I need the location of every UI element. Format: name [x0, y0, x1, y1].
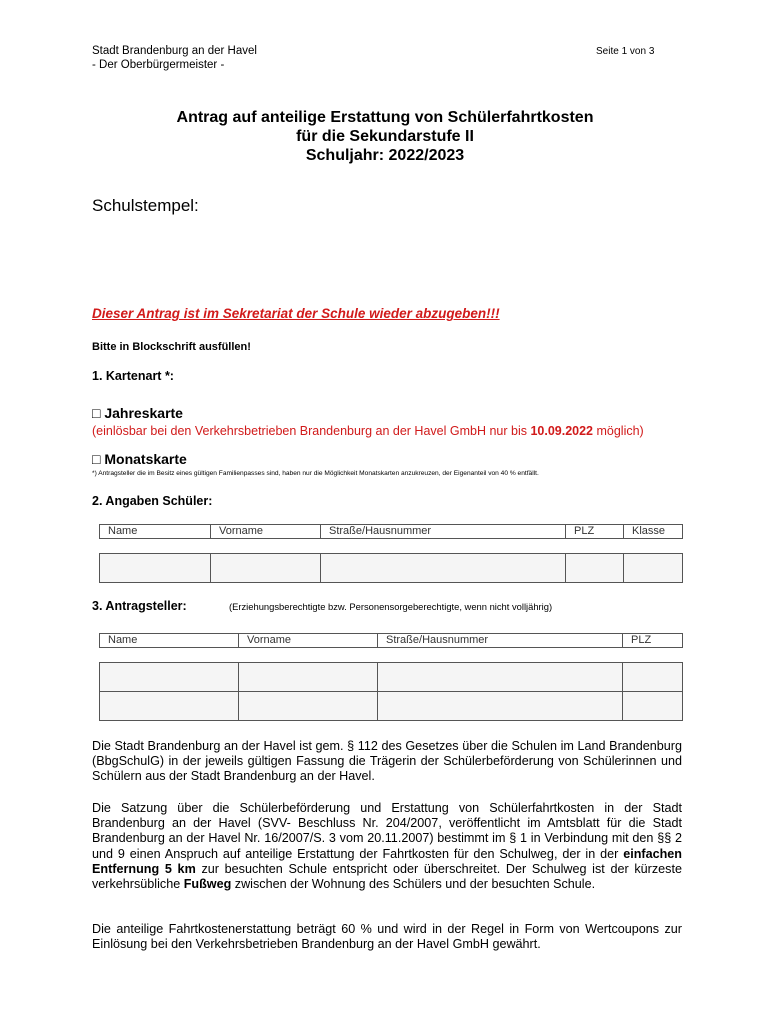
option-jahreskarte-label: Jahreskarte [104, 405, 183, 421]
stamp-label: Schulstempel: [92, 196, 199, 215]
col-strasse: Straße/Hausnummer [321, 525, 566, 539]
col-strasse: Straße/Hausnummer [378, 634, 623, 648]
applicant-name-field[interactable] [100, 692, 239, 721]
student-table-input [99, 553, 683, 583]
student-strasse-field[interactable] [321, 554, 566, 583]
paragraph-text: Die anteilige Fahrtkostenerstattung beträgt 60 % und wird in der Regel in Form von Wertcoupons zur Einlösung bei den Verkehrsbetrieben Brandenburg an der Havel GmbH gewährt. [92, 922, 682, 952]
org-line-2: - Der Oberbürgermeister - [92, 59, 225, 71]
col-name: Name [100, 634, 239, 648]
col-klasse: Klasse [624, 525, 683, 539]
col-vorname: Vorname [211, 525, 321, 539]
paragraph-text: zur besuchten Schule entspricht oder überschreitet. Der Schulweg ist der kürzeste verkehrsübliche [92, 861, 682, 892]
paragraph-text: Die Stadt Brandenburg an der Havel ist gem. § 112 des Gesetzes über die Schulen im Land Brandenburg (BbgSchulG) in der jeweils gültigen Fassung die Trägerin der Schülerbeförderung von Schülerinnen und Schülern aus der Stadt Brandenburg an der Havel. [92, 739, 682, 784]
applicant-vorname-field[interactable] [239, 663, 378, 692]
student-plz-field[interactable] [566, 554, 624, 583]
table-row [100, 663, 683, 692]
col-vorname: Vorname [239, 634, 378, 648]
option-jahreskarte[interactable] [92, 405, 183, 421]
legal-paragraph-3 [92, 922, 682, 952]
org-name [92, 44, 257, 72]
student-vorname-field[interactable] [211, 554, 321, 583]
section-3-note: (Erziehungsberechtigte bzw. Personensorgeberechtigte, wenn nicht volljährig) [229, 601, 553, 612]
section-2-heading: 2. Angaben Schüler: [92, 494, 213, 508]
option-monatskarte[interactable] [92, 451, 187, 467]
jahreskarte-note [92, 424, 644, 438]
paragraph-text: zwischen der Wohnung des Schülers und der besuchten Schule. [231, 877, 596, 892]
option-monatskarte-label: Monatskarte [104, 451, 187, 467]
legal-paragraph-1 [92, 739, 682, 785]
section-3-heading: 3. Antragsteller: [92, 599, 187, 613]
applicant-strasse-field[interactable] [378, 692, 623, 721]
title-line-1: Antrag auf anteilige Erstattung von Schülerfahrtkosten [176, 109, 594, 126]
applicant-vorname-field[interactable] [239, 692, 378, 721]
checkbox-monatskarte[interactable]: □ [92, 451, 101, 467]
org-line-1: Stadt Brandenburg an der Havel [92, 45, 257, 57]
legal-paragraph-2 [92, 801, 682, 892]
familienpass-footnote: *) Antragsteller die im Besitz eines gültigen Familienpasses sind, haben nur die Möglichkeit Monatskarten anzukreuzen, der Eigenanteil von 40 % entfällt. [92, 470, 539, 477]
return-warning: Dieser Antrag ist im Sekretariat der Schule wieder abzugeben!!! [92, 306, 500, 321]
student-klasse-field[interactable] [624, 554, 683, 583]
student-name-field[interactable] [100, 554, 211, 583]
checkbox-jahreskarte[interactable]: □ [92, 405, 101, 421]
jahreskarte-deadline: 10.09.2022 [530, 424, 594, 438]
table-row [100, 692, 683, 721]
table-row [100, 554, 683, 583]
section-1-heading: 1. Kartenart *: [92, 369, 174, 383]
col-plz: PLZ [566, 525, 624, 539]
student-table-header [99, 524, 683, 539]
applicant-table-header [99, 633, 683, 648]
applicant-plz-field[interactable] [623, 663, 683, 692]
applicant-strasse-field[interactable] [378, 663, 623, 692]
applicant-plz-field[interactable] [623, 692, 683, 721]
applicant-name-field[interactable] [100, 663, 239, 692]
title-line-2: für die Sekundarstufe II [296, 128, 474, 145]
col-plz: PLZ [623, 634, 683, 648]
applicant-table-input [99, 662, 683, 721]
col-name: Name [100, 525, 211, 539]
paragraph-text: Die Satzung über die Schülerbeförderung und Erstattung von Schülerfahrtkosten in der Stadt Brandenburg an der Havel (SVV- Beschluss Nr. 204/2007, veröffentlicht im Amtsblatt für die Stadt Brandenburg an der Havel Nr. 16/2007/S. 3 vom 20.11.2007) bestimmt im § 1 in Verbindung mit den §§ 2 und 9 einen Anspruch auf anteilige Erstattung der Fahrtkosten für den Schulweg, der in der [92, 801, 682, 861]
page-number: Seite 1 von 3 [596, 46, 655, 57]
distance-emphasis: einfachen Entfernung 5 km [92, 846, 682, 876]
jahreskarte-note-text: (einlösbar bei den Verkehrsbetrieben Brandenburg an der Havel GmbH nur bis [92, 424, 531, 438]
fussweg-emphasis: Fußweg [183, 877, 232, 892]
jahreskarte-note-end: möglich) [593, 424, 644, 438]
title-line-3: Schuljahr: 2022/2023 [305, 147, 465, 164]
instruction: Bitte in Blockschrift ausfüllen! [92, 341, 251, 353]
